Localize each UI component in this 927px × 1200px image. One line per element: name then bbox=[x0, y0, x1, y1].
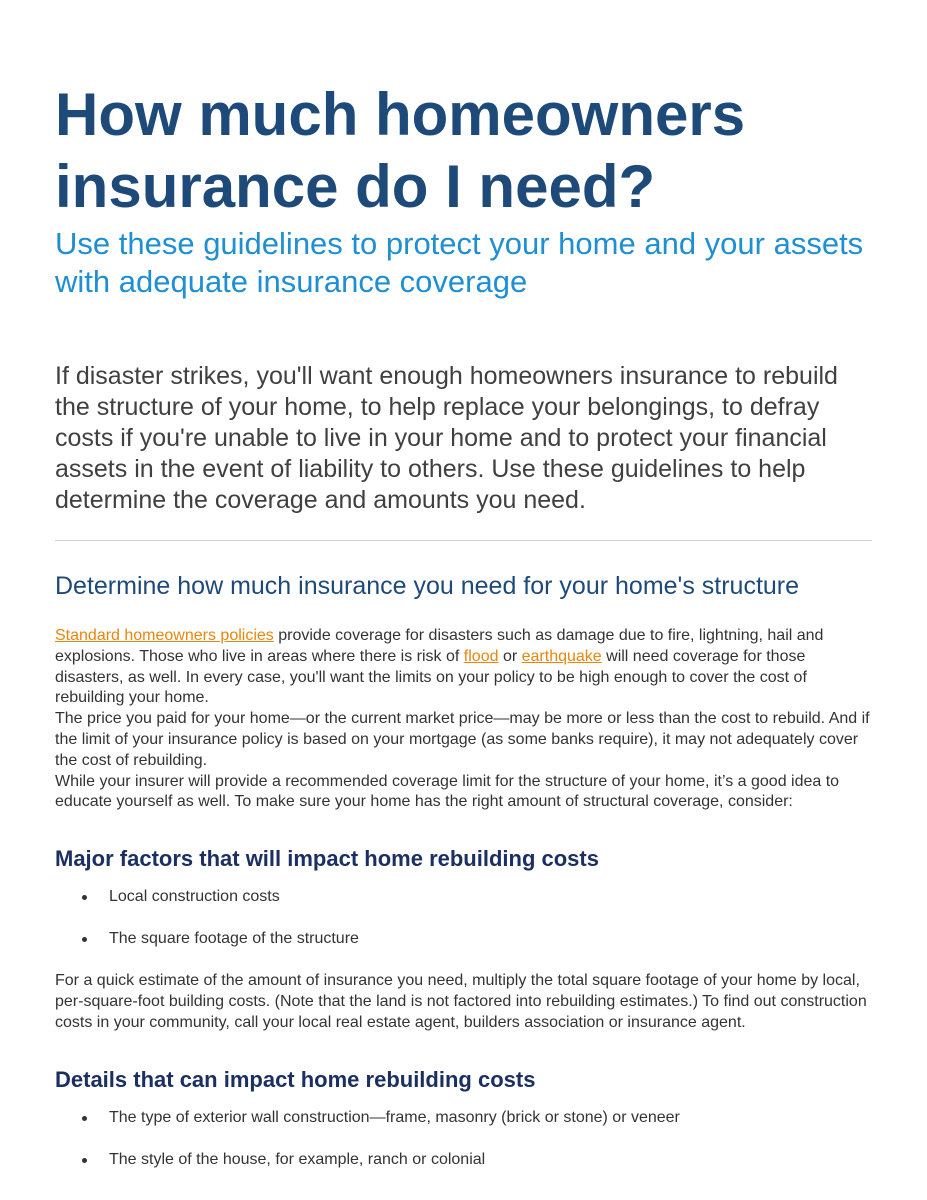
page-title: How much homeowners insurance do I need? bbox=[55, 81, 746, 220]
details-list bbox=[55, 1108, 872, 1170]
list-item-text: The square footage of the structure bbox=[109, 930, 359, 948]
section-title-structure: Determine how much insurance you need for your home's structure bbox=[55, 572, 800, 600]
bullet-icon bbox=[82, 937, 87, 942]
structure-paragraph-1-text-c: will need coverage for those disasters, as well. In every case, you'll want the limits on your policy to be high enough to cover the cost of rebuilding your home. bbox=[55, 647, 807, 707]
major-factors-list bbox=[55, 887, 872, 949]
major-factors-heading: Major factors that will impact home rebuilding costs bbox=[55, 846, 599, 872]
structure-paragraph-3: While your insurer will provide a recommended coverage limit for the structure of your home, it’s a good idea to educate yourself as well. To make sure your home has the right amount of structural coverage, consider: bbox=[55, 772, 840, 811]
structure-paragraph-1 bbox=[55, 626, 872, 709]
earthquake-link[interactable]: earthquake bbox=[521, 647, 602, 665]
intro-paragraph: If disaster strikes, you'll want enough homeowners insurance to rebuild the structure of your home, to help replace your belongings, to defray costs if you're unable to live in your home and to protect your financial assets in the event of liability to others. Use these guidelines to help determine the coverage and amounts you need. bbox=[55, 362, 838, 514]
bullet-icon bbox=[82, 1116, 87, 1121]
details-heading: Details that can impact home rebuilding costs bbox=[55, 1066, 536, 1092]
structure-paragraph-1-text-a: provide coverage for disasters such as damage due to fire, lightning, hail and explosions. Those who live in areas where there is risk of bbox=[55, 627, 824, 665]
list-item bbox=[82, 929, 872, 949]
list-item-text: The style of the house, for example, ranch or colonial bbox=[109, 1150, 486, 1168]
page-subtitle: Use these guidelines to protect your home and your assets with adequate insurance coverage bbox=[55, 226, 864, 299]
flood-link[interactable]: flood bbox=[463, 647, 499, 665]
standard-policies-link[interactable]: Standard homeowners policies bbox=[55, 627, 274, 644]
section-divider bbox=[55, 540, 872, 541]
structure-paragraph-1-text-b: or bbox=[498, 647, 522, 665]
structure-paragraph-2: The price you paid for your home—or the current market price—may be more or less than the cost to rebuild. And if the limit of your insurance policy is based on your mortgage (as some banks require), it may not adequately cover the cost of rebuilding. bbox=[55, 710, 870, 769]
list-item bbox=[82, 887, 872, 907]
quick-estimate-paragraph: For a quick estimate of the amount of insurance you need, multiply the total square footage of your home by local, per-square-foot building costs. (Note that the land is not factored into rebuilding estimates.) To find out construction costs in your community, call your local real estate agent, builders association or insurance agent. bbox=[55, 972, 867, 1031]
bullet-icon bbox=[82, 895, 87, 900]
list-item bbox=[82, 1150, 872, 1170]
bullet-icon bbox=[82, 1158, 87, 1163]
list-item-text: Local construction costs bbox=[109, 888, 280, 906]
list-item bbox=[82, 1108, 872, 1128]
list-item-text: The type of exterior wall construction—frame, masonry (brick or stone) or veneer bbox=[109, 1108, 680, 1126]
